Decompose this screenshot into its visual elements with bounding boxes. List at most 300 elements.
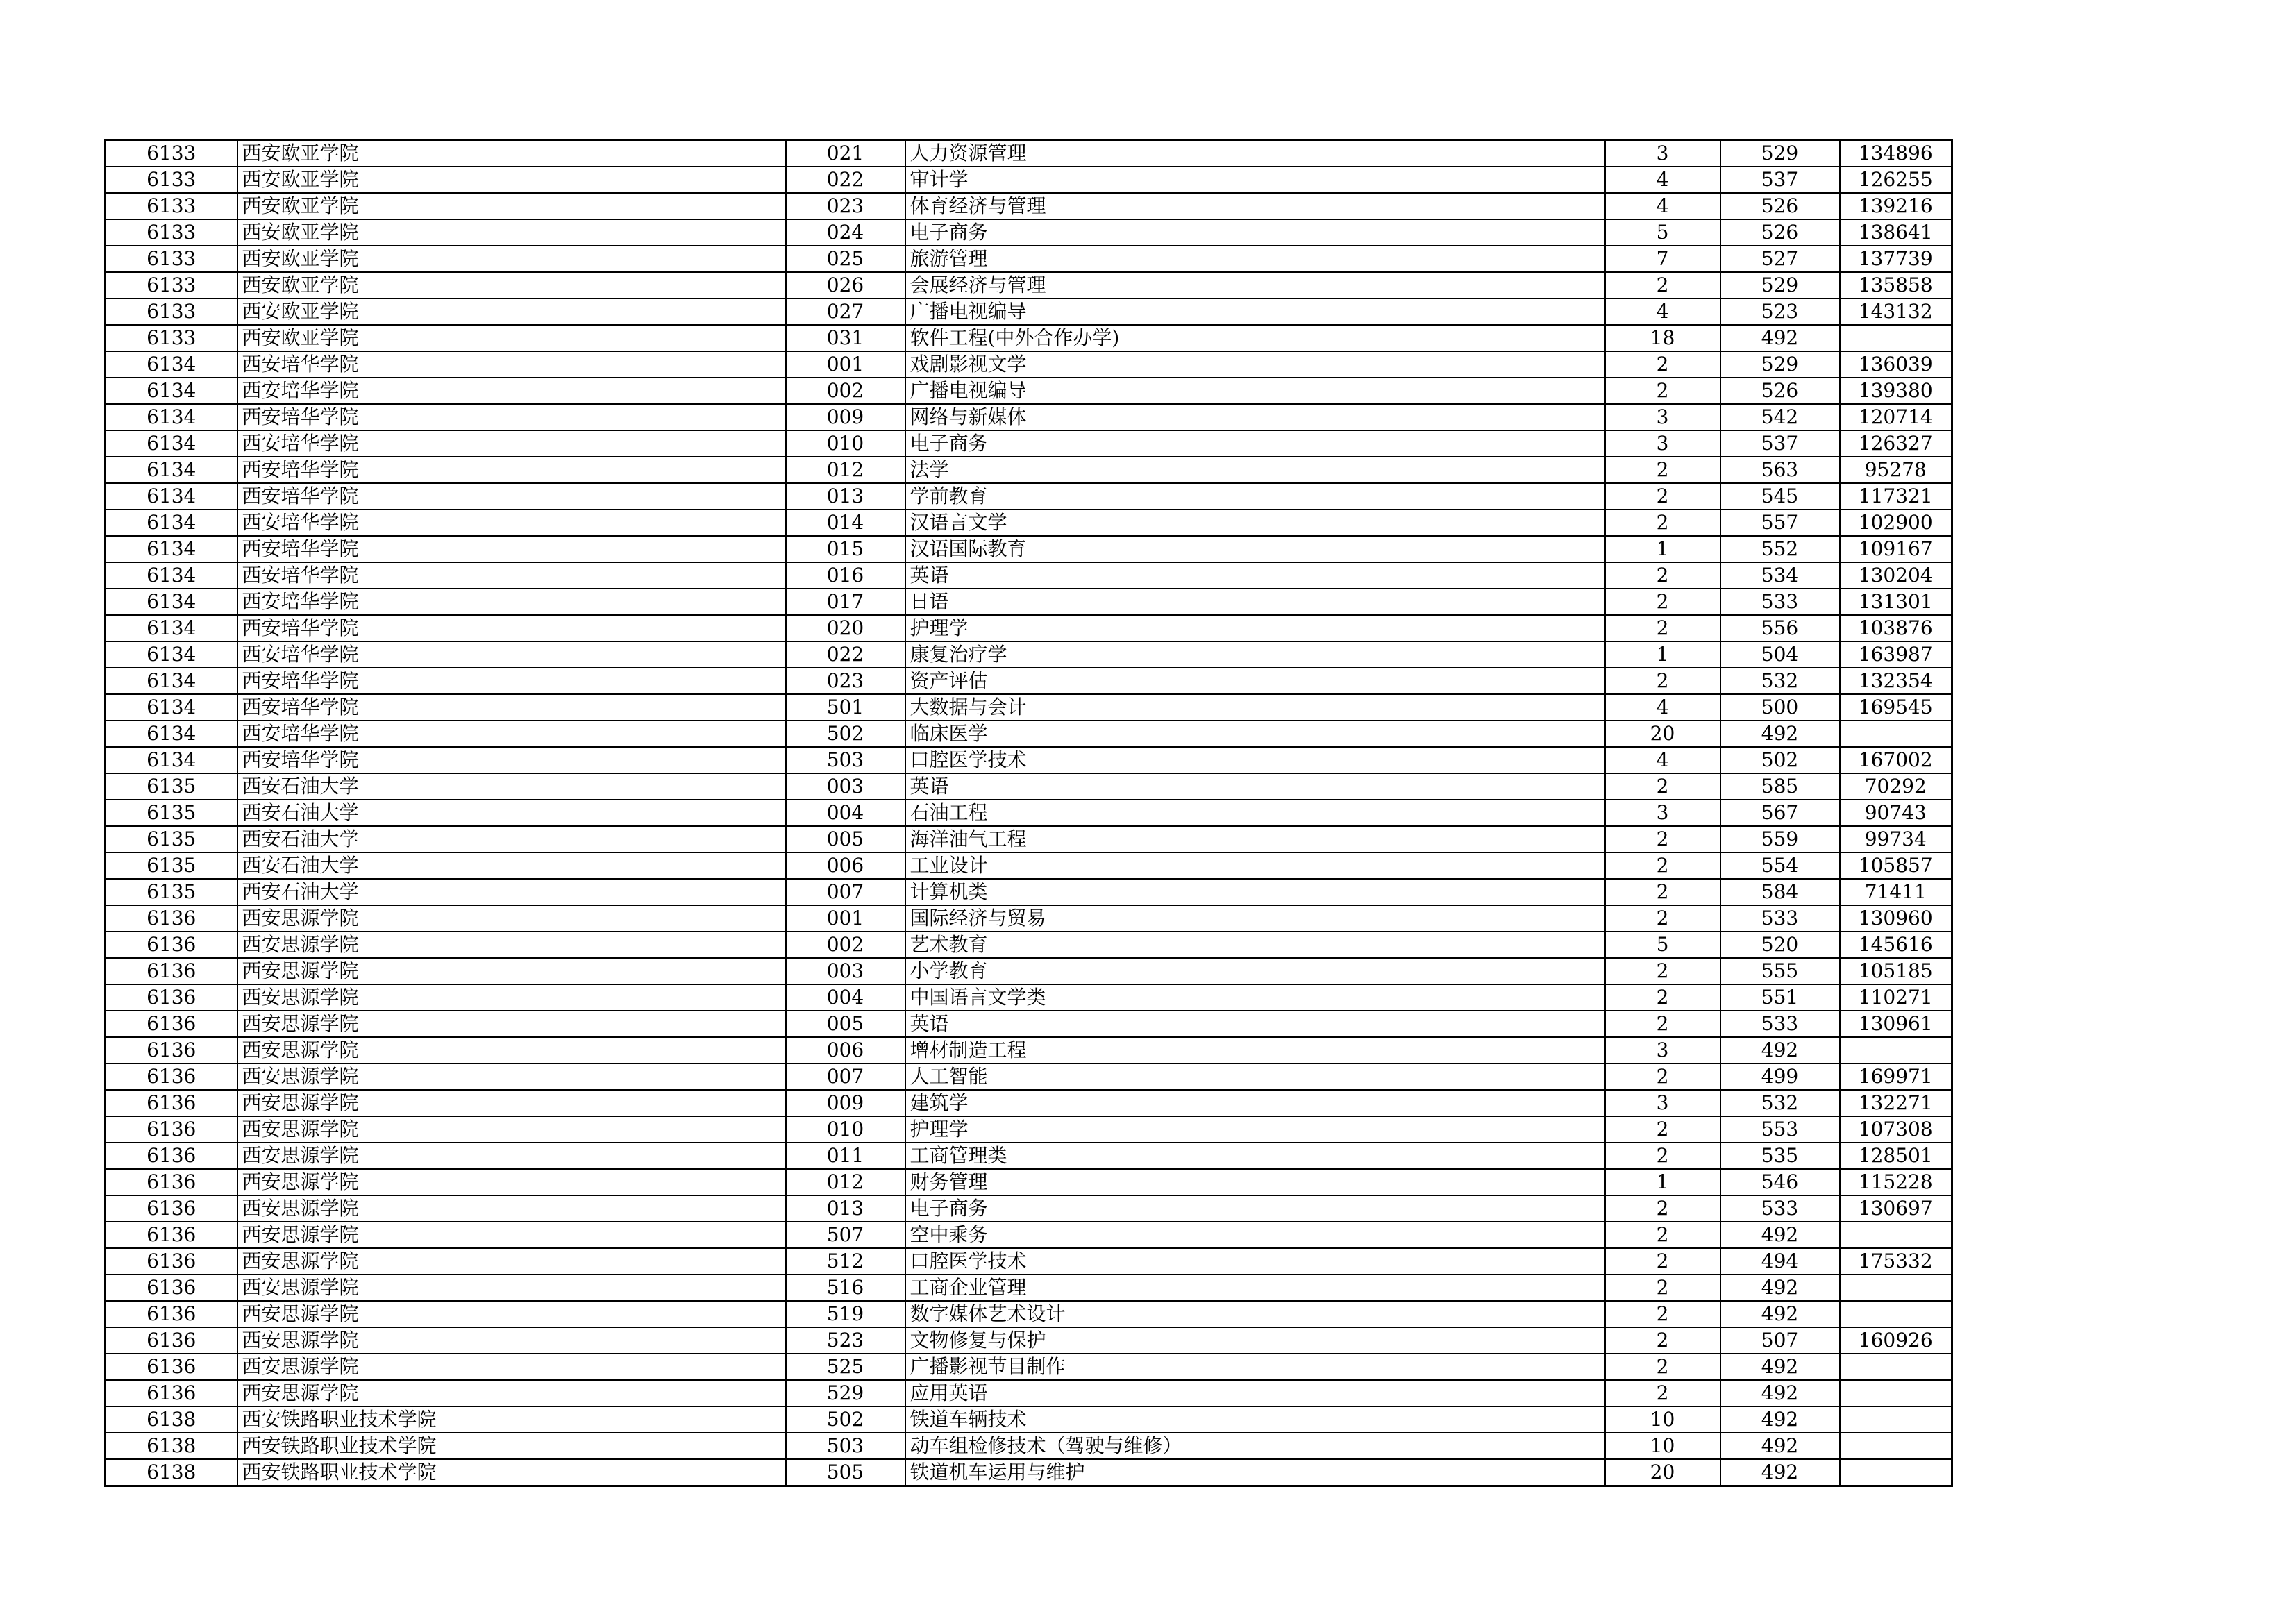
table-row	[106, 852, 1952, 879]
major-name-cell: 工商管理类	[905, 1143, 1605, 1169]
table-row	[106, 589, 1952, 615]
major-code-cell: 010	[786, 1116, 905, 1143]
min-rank-cell: 132271	[1840, 1090, 1952, 1116]
major-code-cell: 024	[786, 219, 905, 246]
plan-count-cell: 3	[1605, 1037, 1720, 1063]
school-name-cell: 西安铁路职业技术学院	[237, 1406, 786, 1433]
plan-count-cell: 10	[1605, 1433, 1720, 1459]
school-name-cell: 西安思源学院	[237, 1195, 786, 1222]
major-code-cell: 022	[786, 167, 905, 193]
min-score-cell: 563	[1720, 457, 1840, 483]
major-name-cell: 口腔医学技术	[905, 747, 1605, 773]
min-rank-cell: 130697	[1840, 1195, 1952, 1222]
school-name-cell: 西安石油大学	[237, 800, 786, 826]
plan-count-cell: 2	[1605, 351, 1720, 378]
major-name-cell: 计算机类	[905, 879, 1605, 905]
school-name-cell: 西安思源学院	[237, 1063, 786, 1090]
plan-count-cell: 2	[1605, 879, 1720, 905]
min-rank-cell: 143132	[1840, 298, 1952, 325]
major-code-cell: 011	[786, 1143, 905, 1169]
min-rank-cell: 107308	[1840, 1116, 1952, 1143]
major-code-cell: 016	[786, 562, 905, 589]
plan-count-cell: 2	[1605, 984, 1720, 1011]
plan-count-cell: 2	[1605, 773, 1720, 800]
min-score-cell: 556	[1720, 615, 1840, 641]
min-rank-cell: 137739	[1840, 246, 1952, 272]
school-code-cell: 6134	[106, 457, 237, 483]
school-name-cell: 西安思源学院	[237, 1327, 786, 1354]
plan-count-cell: 4	[1605, 298, 1720, 325]
min-rank-cell	[1840, 325, 1952, 351]
major-code-cell: 505	[786, 1459, 905, 1486]
min-rank-cell: 145616	[1840, 932, 1952, 958]
plan-count-cell: 2	[1605, 1275, 1720, 1301]
min-score-cell: 535	[1720, 1143, 1840, 1169]
min-rank-cell: 126327	[1840, 430, 1952, 457]
school-name-cell: 西安欧亚学院	[237, 167, 786, 193]
major-name-cell: 口腔医学技术	[905, 1248, 1605, 1275]
major-name-cell: 人工智能	[905, 1063, 1605, 1090]
table-row	[106, 219, 1952, 246]
table-row	[106, 378, 1952, 404]
min-score-cell: 502	[1720, 747, 1840, 773]
major-name-cell: 大数据与会计	[905, 694, 1605, 721]
school-code-cell: 6133	[106, 140, 237, 167]
major-code-cell: 507	[786, 1222, 905, 1248]
plan-count-cell: 2	[1605, 483, 1720, 510]
min-score-cell: 492	[1720, 325, 1840, 351]
table-row	[106, 167, 1952, 193]
min-rank-cell: 103876	[1840, 615, 1952, 641]
major-name-cell: 护理学	[905, 615, 1605, 641]
major-code-cell: 006	[786, 852, 905, 879]
table-row	[106, 1275, 1952, 1301]
min-rank-cell: 99734	[1840, 826, 1952, 852]
school-code-cell: 6136	[106, 1037, 237, 1063]
min-score-cell: 492	[1720, 1433, 1840, 1459]
school-name-cell: 西安培华学院	[237, 351, 786, 378]
major-name-cell: 电子商务	[905, 219, 1605, 246]
major-code-cell: 009	[786, 404, 905, 430]
school-code-cell: 6138	[106, 1433, 237, 1459]
school-name-cell: 西安培华学院	[237, 589, 786, 615]
plan-count-cell: 2	[1605, 1195, 1720, 1222]
table-row	[106, 325, 1952, 351]
major-code-cell: 012	[786, 1169, 905, 1195]
plan-count-cell: 2	[1605, 958, 1720, 984]
plan-count-cell: 2	[1605, 589, 1720, 615]
min-score-cell: 494	[1720, 1248, 1840, 1275]
plan-count-cell: 2	[1605, 1327, 1720, 1354]
school-code-cell: 6136	[106, 1090, 237, 1116]
major-name-cell: 石油工程	[905, 800, 1605, 826]
major-code-cell: 002	[786, 932, 905, 958]
table-row	[106, 536, 1952, 562]
min-score-cell: 554	[1720, 852, 1840, 879]
school-name-cell: 西安欧亚学院	[237, 272, 786, 298]
table-row	[106, 140, 1952, 167]
plan-count-cell: 2	[1605, 1011, 1720, 1037]
major-name-cell: 艺术教育	[905, 932, 1605, 958]
table-row	[106, 1011, 1952, 1037]
min-score-cell: 533	[1720, 905, 1840, 932]
table-row	[106, 510, 1952, 536]
school-name-cell: 西安培华学院	[237, 668, 786, 694]
major-name-cell: 汉语言文学	[905, 510, 1605, 536]
school-name-cell: 西安欧亚学院	[237, 325, 786, 351]
school-name-cell: 西安铁路职业技术学院	[237, 1459, 786, 1486]
major-code-cell: 020	[786, 615, 905, 641]
major-code-cell: 026	[786, 272, 905, 298]
major-code-cell: 013	[786, 483, 905, 510]
min-rank-cell: 135858	[1840, 272, 1952, 298]
min-rank-cell	[1840, 721, 1952, 747]
major-code-cell: 516	[786, 1275, 905, 1301]
plan-count-cell: 2	[1605, 1222, 1720, 1248]
major-name-cell: 日语	[905, 589, 1605, 615]
table-row	[106, 430, 1952, 457]
min-rank-cell	[1840, 1222, 1952, 1248]
school-name-cell: 西安石油大学	[237, 773, 786, 800]
min-score-cell: 492	[1720, 1459, 1840, 1486]
min-rank-cell: 175332	[1840, 1248, 1952, 1275]
min-rank-cell: 110271	[1840, 984, 1952, 1011]
major-name-cell: 数字媒体艺术设计	[905, 1301, 1605, 1327]
school-code-cell: 6136	[106, 1195, 237, 1222]
major-code-cell: 004	[786, 984, 905, 1011]
school-code-cell: 6136	[106, 1248, 237, 1275]
school-code-cell: 6135	[106, 773, 237, 800]
school-code-cell: 6136	[106, 932, 237, 958]
major-name-cell: 文物修复与保护	[905, 1327, 1605, 1354]
min-rank-cell: 130960	[1840, 905, 1952, 932]
school-code-cell: 6134	[106, 694, 237, 721]
school-code-cell: 6136	[106, 1011, 237, 1037]
school-code-cell: 6138	[106, 1406, 237, 1433]
table-row	[106, 905, 1952, 932]
school-name-cell: 西安培华学院	[237, 510, 786, 536]
major-name-cell: 电子商务	[905, 430, 1605, 457]
plan-count-cell: 5	[1605, 219, 1720, 246]
min-score-cell: 533	[1720, 1195, 1840, 1222]
table-row	[106, 1222, 1952, 1248]
min-score-cell: 534	[1720, 562, 1840, 589]
major-name-cell: 广播影视节目制作	[905, 1354, 1605, 1380]
major-name-cell: 国际经济与贸易	[905, 905, 1605, 932]
major-code-cell: 529	[786, 1380, 905, 1406]
min-score-cell: 542	[1720, 404, 1840, 430]
table-row	[106, 1195, 1952, 1222]
min-rank-cell	[1840, 1406, 1952, 1433]
school-code-cell: 6134	[106, 615, 237, 641]
major-code-cell: 010	[786, 430, 905, 457]
major-name-cell: 体育经济与管理	[905, 193, 1605, 219]
min-rank-cell	[1840, 1459, 1952, 1486]
major-code-cell: 512	[786, 1248, 905, 1275]
major-name-cell: 法学	[905, 457, 1605, 483]
major-code-cell: 012	[786, 457, 905, 483]
school-code-cell: 6133	[106, 272, 237, 298]
min-rank-cell: 160926	[1840, 1327, 1952, 1354]
school-name-cell: 西安思源学院	[237, 932, 786, 958]
major-name-cell: 广播电视编导	[905, 298, 1605, 325]
min-rank-cell: 131301	[1840, 589, 1952, 615]
school-code-cell: 6136	[106, 1169, 237, 1195]
min-score-cell: 499	[1720, 1063, 1840, 1090]
school-name-cell: 西安培华学院	[237, 562, 786, 589]
table-row	[106, 1301, 1952, 1327]
min-rank-cell: 167002	[1840, 747, 1952, 773]
major-code-cell: 027	[786, 298, 905, 325]
school-code-cell: 6134	[106, 589, 237, 615]
plan-count-cell: 2	[1605, 378, 1720, 404]
school-name-cell: 西安欧亚学院	[237, 140, 786, 167]
school-name-cell: 西安石油大学	[237, 879, 786, 905]
school-code-cell: 6135	[106, 852, 237, 879]
major-code-cell: 502	[786, 721, 905, 747]
admission-table	[104, 139, 1953, 1487]
min-score-cell: 552	[1720, 536, 1840, 562]
plan-count-cell: 3	[1605, 404, 1720, 430]
min-rank-cell: 70292	[1840, 773, 1952, 800]
plan-count-cell: 2	[1605, 826, 1720, 852]
school-code-cell: 6135	[106, 826, 237, 852]
major-code-cell: 525	[786, 1354, 905, 1380]
school-name-cell: 西安思源学院	[237, 1011, 786, 1037]
school-code-cell: 6136	[106, 1380, 237, 1406]
table-row	[106, 1354, 1952, 1380]
table-row	[106, 826, 1952, 852]
min-score-cell: 532	[1720, 668, 1840, 694]
school-code-cell: 6134	[106, 378, 237, 404]
min-rank-cell: 105857	[1840, 852, 1952, 879]
school-name-cell: 西安培华学院	[237, 615, 786, 641]
min-rank-cell: 130204	[1840, 562, 1952, 589]
school-code-cell: 6134	[106, 747, 237, 773]
min-rank-cell: 169545	[1840, 694, 1952, 721]
min-rank-cell	[1840, 1275, 1952, 1301]
school-code-cell: 6136	[106, 1063, 237, 1090]
min-score-cell: 492	[1720, 721, 1840, 747]
major-name-cell: 广播电视编导	[905, 378, 1605, 404]
min-rank-cell: 120714	[1840, 404, 1952, 430]
min-score-cell: 557	[1720, 510, 1840, 536]
min-score-cell: 500	[1720, 694, 1840, 721]
school-code-cell: 6136	[106, 1116, 237, 1143]
major-name-cell: 学前教育	[905, 483, 1605, 510]
table-row	[106, 483, 1952, 510]
school-code-cell: 6134	[106, 721, 237, 747]
school-name-cell: 西安欧亚学院	[237, 246, 786, 272]
plan-count-cell: 2	[1605, 1063, 1720, 1090]
plan-count-cell: 2	[1605, 1301, 1720, 1327]
plan-count-cell: 2	[1605, 1354, 1720, 1380]
plan-count-cell: 2	[1605, 1248, 1720, 1275]
min-score-cell: 532	[1720, 1090, 1840, 1116]
major-name-cell: 电子商务	[905, 1195, 1605, 1222]
major-code-cell: 021	[786, 140, 905, 167]
plan-count-cell: 1	[1605, 1169, 1720, 1195]
plan-count-cell: 3	[1605, 800, 1720, 826]
school-name-cell: 西安思源学院	[237, 905, 786, 932]
school-name-cell: 西安培华学院	[237, 641, 786, 668]
major-name-cell: 会展经济与管理	[905, 272, 1605, 298]
table-row	[106, 800, 1952, 826]
school-name-cell: 西安欧亚学院	[237, 298, 786, 325]
min-score-cell: 546	[1720, 1169, 1840, 1195]
plan-count-cell: 10	[1605, 1406, 1720, 1433]
school-name-cell: 西安铁路职业技术学院	[237, 1433, 786, 1459]
major-name-cell: 网络与新媒体	[905, 404, 1605, 430]
school-name-cell: 西安培华学院	[237, 694, 786, 721]
table-row	[106, 932, 1952, 958]
plan-count-cell: 2	[1605, 1143, 1720, 1169]
major-code-cell: 007	[786, 1063, 905, 1090]
major-name-cell: 审计学	[905, 167, 1605, 193]
plan-count-cell: 3	[1605, 1090, 1720, 1116]
major-code-cell: 523	[786, 1327, 905, 1354]
min-rank-cell: 132354	[1840, 668, 1952, 694]
table-row	[106, 1143, 1952, 1169]
major-name-cell: 英语	[905, 562, 1605, 589]
min-score-cell: 537	[1720, 167, 1840, 193]
major-code-cell: 003	[786, 773, 905, 800]
major-code-cell: 005	[786, 1011, 905, 1037]
major-name-cell: 财务管理	[905, 1169, 1605, 1195]
school-name-cell: 西安思源学院	[237, 1354, 786, 1380]
major-name-cell: 人力资源管理	[905, 140, 1605, 167]
school-name-cell: 西安思源学院	[237, 1248, 786, 1275]
table-row	[106, 193, 1952, 219]
major-code-cell: 004	[786, 800, 905, 826]
major-code-cell: 006	[786, 1037, 905, 1063]
school-name-cell: 西安思源学院	[237, 1169, 786, 1195]
major-code-cell: 023	[786, 193, 905, 219]
min-score-cell: 527	[1720, 246, 1840, 272]
min-rank-cell: 109167	[1840, 536, 1952, 562]
major-code-cell: 001	[786, 905, 905, 932]
school-name-cell: 西安培华学院	[237, 721, 786, 747]
school-name-cell: 西安思源学院	[237, 1301, 786, 1327]
min-rank-cell: 105185	[1840, 958, 1952, 984]
major-code-cell: 017	[786, 589, 905, 615]
min-score-cell: 492	[1720, 1354, 1840, 1380]
table-row	[106, 1037, 1952, 1063]
min-rank-cell	[1840, 1037, 1952, 1063]
major-name-cell: 工业设计	[905, 852, 1605, 879]
plan-count-cell: 3	[1605, 140, 1720, 167]
plan-count-cell: 1	[1605, 641, 1720, 668]
min-score-cell: 551	[1720, 984, 1840, 1011]
min-score-cell: 492	[1720, 1406, 1840, 1433]
min-score-cell: 529	[1720, 272, 1840, 298]
min-score-cell: 504	[1720, 641, 1840, 668]
major-name-cell: 英语	[905, 1011, 1605, 1037]
school-code-cell: 6134	[106, 404, 237, 430]
min-score-cell: 492	[1720, 1301, 1840, 1327]
major-name-cell: 中国语言文学类	[905, 984, 1605, 1011]
major-code-cell: 502	[786, 1406, 905, 1433]
table-row	[106, 272, 1952, 298]
school-code-cell: 6136	[106, 905, 237, 932]
plan-count-cell: 20	[1605, 1459, 1720, 1486]
min-score-cell: 555	[1720, 958, 1840, 984]
school-code-cell: 6135	[106, 879, 237, 905]
major-code-cell: 015	[786, 536, 905, 562]
school-code-cell: 6134	[106, 510, 237, 536]
min-rank-cell	[1840, 1354, 1952, 1380]
table-row	[106, 1090, 1952, 1116]
major-name-cell: 戏剧影视文学	[905, 351, 1605, 378]
major-code-cell: 001	[786, 351, 905, 378]
major-code-cell: 031	[786, 325, 905, 351]
min-rank-cell: 139216	[1840, 193, 1952, 219]
plan-count-cell: 2	[1605, 615, 1720, 641]
major-name-cell: 海洋油气工程	[905, 826, 1605, 852]
school-name-cell: 西安培华学院	[237, 430, 786, 457]
major-name-cell: 动车组检修技术（驾驶与维修）	[905, 1433, 1605, 1459]
plan-count-cell: 2	[1605, 272, 1720, 298]
min-score-cell: 545	[1720, 483, 1840, 510]
school-code-cell: 6133	[106, 325, 237, 351]
school-code-cell: 6133	[106, 167, 237, 193]
min-score-cell: 492	[1720, 1380, 1840, 1406]
min-rank-cell: 115228	[1840, 1169, 1952, 1195]
table-row	[106, 1327, 1952, 1354]
school-code-cell: 6134	[106, 430, 237, 457]
plan-count-cell: 4	[1605, 747, 1720, 773]
school-code-cell: 6136	[106, 1301, 237, 1327]
major-name-cell: 建筑学	[905, 1090, 1605, 1116]
major-code-cell: 007	[786, 879, 905, 905]
major-code-cell: 023	[786, 668, 905, 694]
plan-count-cell: 4	[1605, 193, 1720, 219]
major-name-cell: 空中乘务	[905, 1222, 1605, 1248]
school-code-cell: 6133	[106, 219, 237, 246]
major-code-cell: 025	[786, 246, 905, 272]
school-name-cell: 西安思源学院	[237, 1275, 786, 1301]
table-row	[106, 298, 1952, 325]
school-code-cell: 6136	[106, 958, 237, 984]
table-row	[106, 562, 1952, 589]
min-score-cell: 567	[1720, 800, 1840, 826]
min-rank-cell: 128501	[1840, 1143, 1952, 1169]
plan-count-cell: 1	[1605, 536, 1720, 562]
min-score-cell: 529	[1720, 351, 1840, 378]
min-score-cell: 533	[1720, 589, 1840, 615]
major-name-cell: 资产评估	[905, 668, 1605, 694]
school-name-cell: 西安欧亚学院	[237, 219, 786, 246]
school-code-cell: 6134	[106, 562, 237, 589]
min-rank-cell: 134896	[1840, 140, 1952, 167]
min-score-cell: 529	[1720, 140, 1840, 167]
table-row	[106, 958, 1952, 984]
major-name-cell: 旅游管理	[905, 246, 1605, 272]
school-name-cell: 西安培华学院	[237, 457, 786, 483]
min-score-cell: 520	[1720, 932, 1840, 958]
min-score-cell: 537	[1720, 430, 1840, 457]
min-rank-cell: 126255	[1840, 167, 1952, 193]
school-name-cell: 西安思源学院	[237, 958, 786, 984]
major-code-cell: 503	[786, 747, 905, 773]
school-code-cell: 6136	[106, 1327, 237, 1354]
plan-count-cell: 2	[1605, 562, 1720, 589]
major-code-cell: 022	[786, 641, 905, 668]
major-code-cell: 501	[786, 694, 905, 721]
table-row	[106, 641, 1952, 668]
major-code-cell: 003	[786, 958, 905, 984]
school-name-cell: 西安培华学院	[237, 404, 786, 430]
